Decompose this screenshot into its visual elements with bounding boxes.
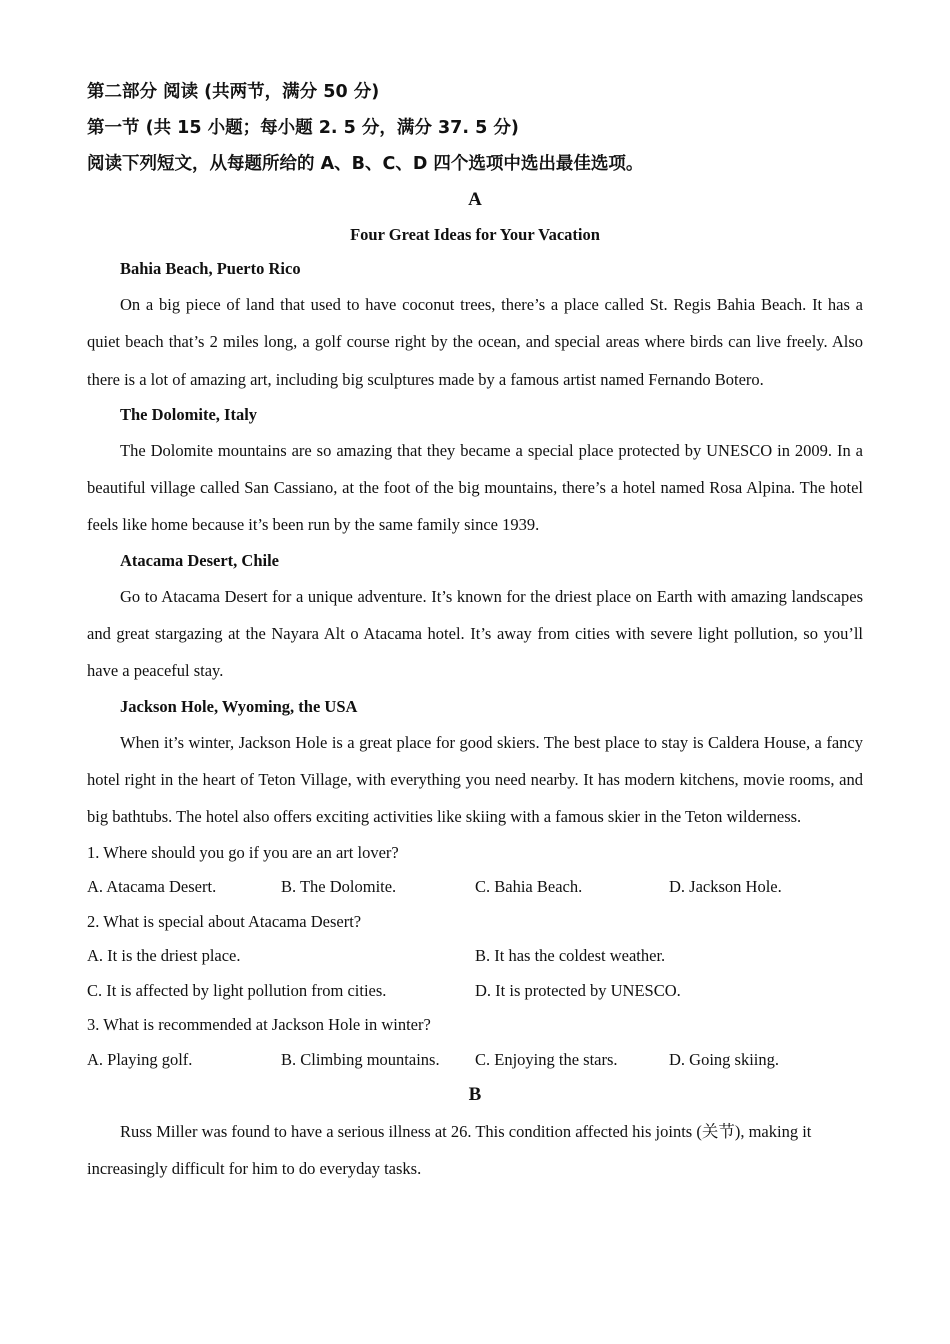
question-3-option-b[interactable]: B. Climbing mountains.	[281, 1049, 440, 1069]
section-heading-jackson: Jackson Hole, Wyoming, the USA	[120, 696, 358, 716]
exam-page	[87, 74, 863, 1188]
part-heading: 第二部分 阅读 (共两节，满分 50 分)	[87, 82, 380, 102]
question-2-stem: 2. What is special about Atacama Desert?	[87, 911, 362, 931]
question-1-option-d[interactable]: D. Jackson Hole.	[669, 877, 782, 897]
question-3-stem: 3. What is recommended at Jackson Hole in winter?	[87, 1015, 431, 1035]
section-heading-bahia: Bahia Beach, Puerto Rico	[120, 259, 301, 278]
passage-a-letter: A	[468, 189, 482, 210]
question-1-options	[87, 870, 863, 905]
question-1-option-a[interactable]: A. Atacama Desert.	[87, 877, 217, 897]
passage-a-title: Four Great Ideas for Your Vacation	[350, 225, 600, 244]
question-1-option-b[interactable]: B. The Dolomite.	[281, 877, 397, 897]
question-2-option-c[interactable]: C. It is affected by light pollution from cities.	[87, 980, 387, 1000]
question-3-options	[87, 1043, 863, 1078]
question-3-option-c[interactable]: C. Enjoying the stars.	[475, 1049, 618, 1069]
section-text-bahia: On a big piece of land that used to have coconut trees, there’s a place called St. Regis Bahia Beach. It has a quiet beach that’s 2 miles long, a golf course right by the ocean, and special areas where birds can live freely. Also there is a lot of amazing art, including big sculptures made by a famous artist named Fernando Botero.	[87, 295, 863, 389]
instructions: 阅读下列短文，从每题所给的 A、B、C、D 四个选项中选出最佳选项。	[87, 154, 644, 174]
question-1-stem: 1. Where should you go if you are an art lover?	[87, 842, 399, 862]
section-heading-atacama: Atacama Desert, Chile	[120, 550, 279, 570]
question-2-option-a[interactable]: A. It is the driest place.	[87, 946, 241, 966]
section-text-dolomite: The Dolomite mountains are so amazing that they became a special place protected by UNESCO in 2009. In a beautiful village called San Cassiano, at the foot of the big mountains, there’s a hotel named Rosa Alpina. The hotel feels like home because it’s been run by the same family since 1939.	[87, 440, 863, 535]
section-text-jackson: When it’s winter, Jackson Hole is a great place for good skiers. The best place to stay is Caldera House, a fancy hotel right in the heart of Teton Village, with everything you need nearby. It has modern kitchens, movie rooms, and big bathtubs. The hotel also offers exciting activities like skiing with a famous skier in the Teton wilderness.	[87, 732, 863, 827]
question-2-options-row1	[87, 939, 863, 974]
section-heading-dolomite: The Dolomite, Italy	[120, 404, 258, 424]
section-text-atacama: Go to Atacama Desert for a unique adventure. It’s known for the driest place on Earth with amazing landscapes and great stargazing at the Nayara Alt o Atacama hotel. It’s away from cities with severe light pollution, so you’ll have a peaceful stay.	[87, 586, 863, 681]
question-2-option-b[interactable]: B. It has the coldest weather.	[475, 946, 666, 966]
question-1-option-c[interactable]: C. Bahia Beach.	[475, 877, 583, 897]
question-2-option-d[interactable]: D. It is protected by UNESCO.	[475, 980, 681, 1000]
section-heading: 第一节 (共 15 小题；每小题 2. 5 分，满分 37. 5 分)	[87, 118, 519, 138]
passage-b-letter: B	[468, 1084, 482, 1106]
question-3-option-d[interactable]: D. Going skiing.	[669, 1049, 780, 1069]
question-3-option-a[interactable]: A. Playing golf.	[87, 1049, 193, 1069]
question-2-options-row2	[87, 974, 863, 1009]
passage-b-text: Russ Miller was found to have a serious illness at 26. This condition affected his joints (关节), making it increasingly difficult for him to do everyday tasks.	[87, 1122, 812, 1179]
